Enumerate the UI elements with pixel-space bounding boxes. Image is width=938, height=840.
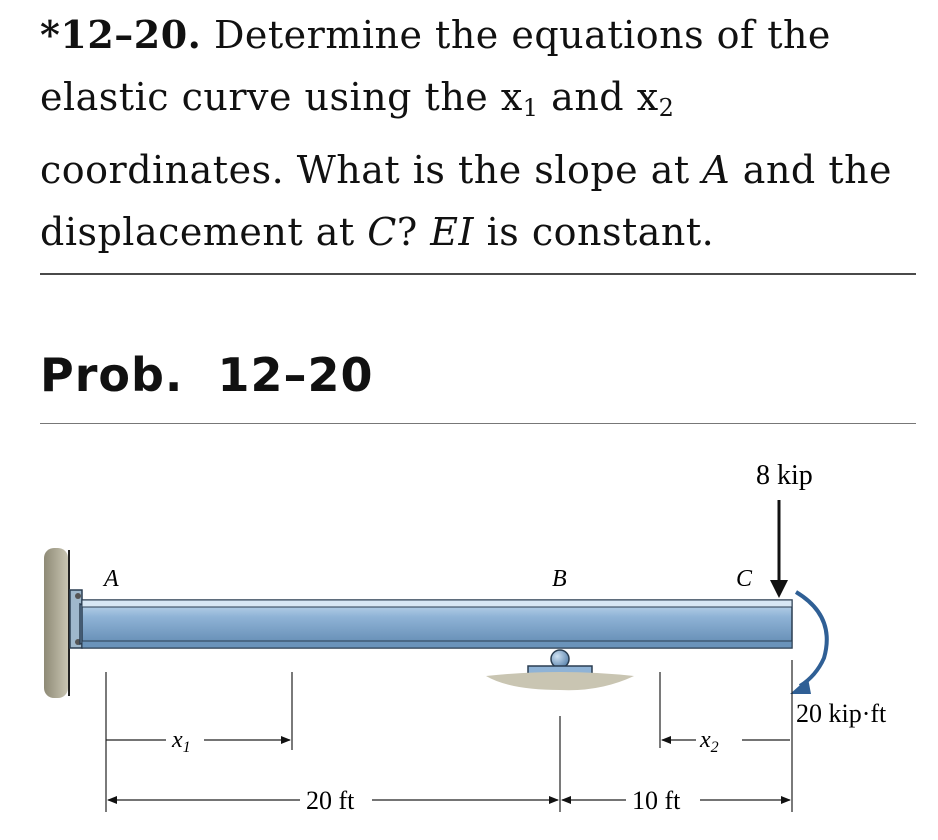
problem-line-2: [40, 66, 920, 139]
problem-label-number: 12–20: [217, 348, 374, 402]
problem-text-4: displacement at: [40, 210, 368, 254]
coord-x2: x: [636, 75, 659, 119]
extension-lines: [106, 660, 792, 812]
coord-x2-sub: 2: [658, 94, 675, 122]
problem-line-3: [40, 139, 920, 201]
problem-label-prefix: Prob.: [40, 348, 184, 402]
label-b: B: [552, 566, 567, 592]
coord-x1: x: [500, 75, 523, 119]
label-c: C: [736, 566, 753, 592]
problem-line-4: [40, 201, 920, 263]
problem-text-4c: is constant.: [474, 210, 715, 254]
load-arrow: [770, 500, 788, 598]
dim-10ft-label: 10 ft: [632, 786, 681, 815]
problem-statement: [40, 4, 920, 263]
problem-label: [40, 348, 373, 402]
label-a: A: [104, 566, 119, 592]
problem-number: 12–20.: [60, 12, 202, 57]
problem-text-1: Determine the equations of the: [201, 13, 831, 57]
load-label: 8 kip: [756, 460, 813, 491]
beam: [82, 600, 792, 648]
problem-text-2b: and: [538, 75, 637, 119]
ei-ref: EI: [430, 210, 475, 254]
label-divider: [40, 423, 916, 424]
problem-text-4b: ?: [396, 210, 431, 254]
problem-text-3: coordinates. What is the slope at: [40, 148, 703, 192]
problem-text-2: elastic curve using the: [40, 75, 501, 119]
moment-arrow: [790, 592, 827, 694]
roller-support-b: [486, 650, 634, 690]
problem-marker: *: [40, 12, 61, 57]
fixed-wall: [44, 548, 69, 698]
top-divider: [40, 273, 916, 275]
dim-20ft-label: 20 ft: [306, 786, 355, 815]
coord-x1-sub: 1: [522, 94, 539, 122]
point-a-ref: A: [702, 148, 731, 192]
x1-label: $x_1$: [172, 727, 191, 756]
moment-label: 20 kip·ft: [796, 699, 887, 728]
x2-label: $x_2$: [700, 727, 719, 756]
problem-line-1: [40, 4, 920, 66]
point-c-ref: C: [367, 210, 397, 254]
beam-figure: [0, 440, 938, 840]
problem-text-3b: and the: [730, 148, 893, 192]
